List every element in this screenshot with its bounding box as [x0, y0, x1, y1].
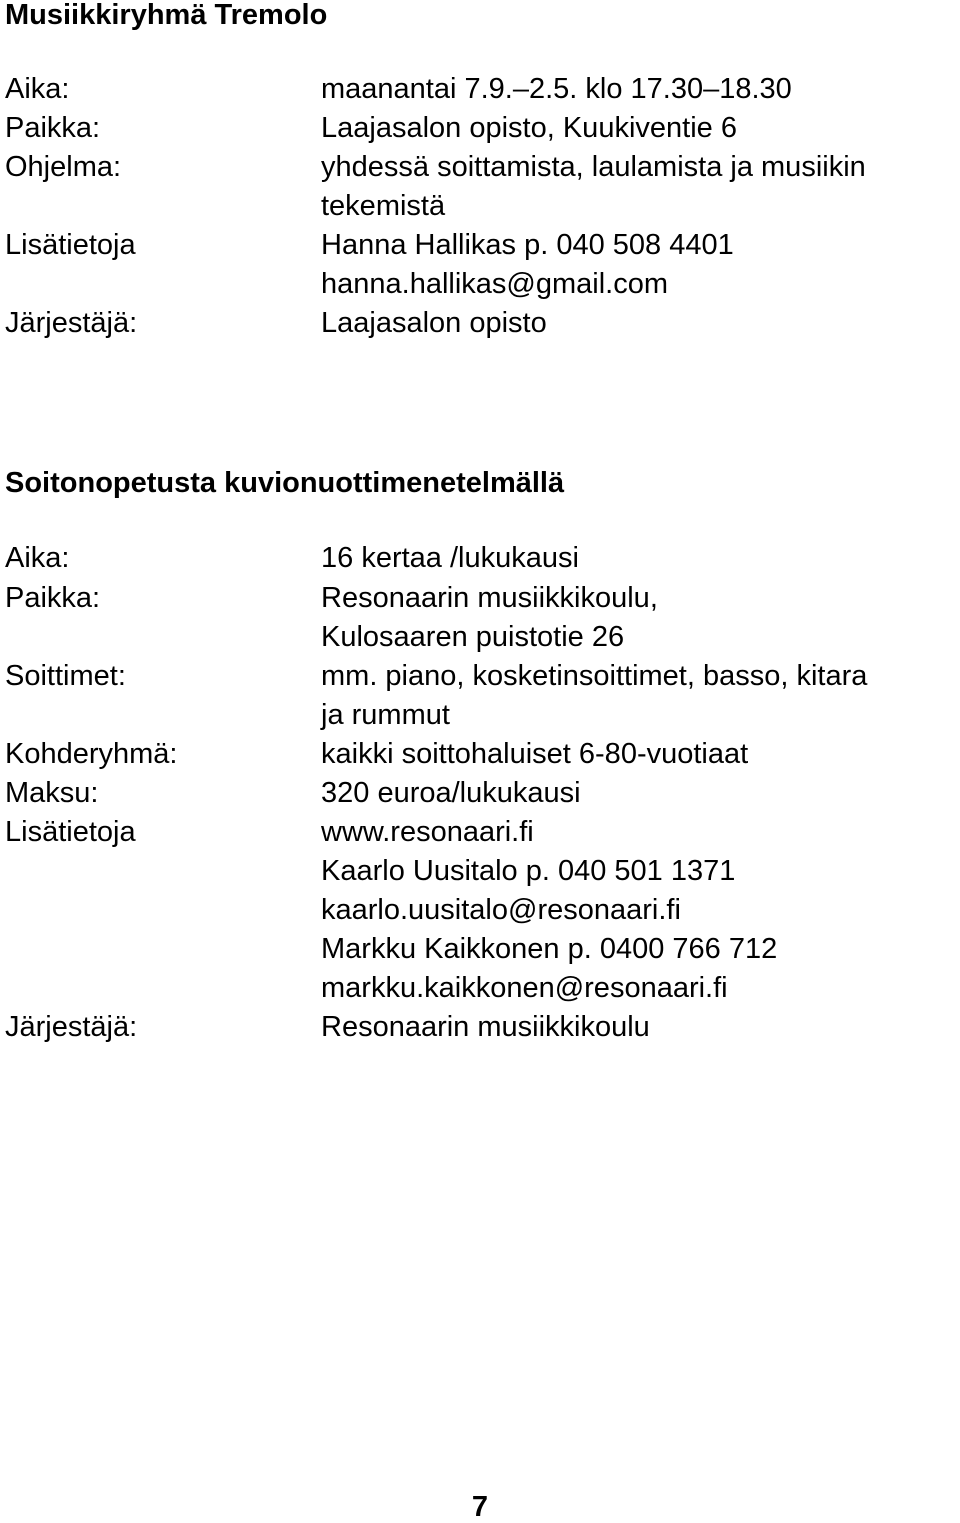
row-label: Lisätietoja — [5, 816, 136, 848]
value-line: Kaarlo Uusitalo p. 040 501 1371 — [321, 855, 736, 887]
value-line: 16 kertaa /lukukausi — [321, 542, 579, 574]
value-line: Resonaarin musiikkikoulu — [321, 1011, 650, 1043]
row-label: Järjestäjä: — [5, 1011, 138, 1043]
row-label: Soittimet: — [5, 660, 126, 692]
row-label: Järjestäjä: — [5, 307, 138, 339]
row-value — [321, 813, 960, 1008]
value-line: mm. piano, kosketinsoittimet, basso, kitara — [321, 660, 868, 692]
value-line: kaikki soittohaluiset 6-80-vuotiaat — [321, 738, 749, 770]
row-label: Paikka: — [5, 582, 101, 614]
row-value — [321, 70, 960, 109]
row-value — [321, 657, 960, 735]
value-line: Hanna Hallikas p. 040 508 4401 — [321, 229, 734, 261]
row-label: Maksu: — [5, 777, 99, 809]
row-value — [321, 579, 960, 657]
row-label: Kohderyhmä: — [5, 738, 178, 770]
row-value — [321, 1008, 960, 1047]
section-title-tremolo: Musiikkiryhmä Tremolo — [5, 0, 328, 31]
value-line: ja rummut — [321, 699, 450, 731]
row-value — [321, 148, 960, 226]
row-value — [321, 109, 960, 148]
row-label: Aika: — [5, 73, 70, 105]
row-value — [321, 774, 960, 813]
value-line: Resonaarin musiikkikoulu, — [321, 582, 658, 614]
email-text: kaarlo.uusitalo@resonaari.fi — [321, 894, 681, 926]
row-label: Ohjelma: — [5, 151, 122, 183]
value-line: 320 euroa/lukukausi — [321, 777, 581, 809]
row-label: Paikka: — [5, 112, 101, 144]
row-value — [321, 539, 960, 578]
row-label: Aika: — [5, 542, 70, 574]
value-line: Laajasalon opisto — [321, 307, 547, 339]
email-text: hanna.hallikas@gmail.com — [321, 268, 668, 300]
row-value — [321, 735, 960, 774]
section-title-soitonopetus: Soitonopetusta kuvionuottimenetelmällä — [5, 467, 565, 499]
page-number: 7 — [471, 1491, 489, 1523]
value-line: Kulosaaren puistotie 26 — [321, 621, 625, 653]
value-line: yhdessä soittamista, laulamista ja musiikin — [321, 151, 866, 183]
value-line: maanantai 7.9.–2.5. klo 17.30–18.30 — [321, 73, 792, 105]
email-text: markku.kaikkonen@resonaari.fi — [321, 972, 728, 1004]
row-value — [321, 304, 960, 343]
website-text: www.resonaari.fi — [321, 816, 534, 848]
row-value — [321, 226, 960, 304]
value-line: tekemistä — [321, 190, 446, 222]
row-label: Lisätietoja — [5, 229, 136, 261]
value-line: Markku Kaikkonen p. 0400 766 712 — [321, 933, 778, 965]
value-line: Laajasalon opisto, Kuukiventie 6 — [321, 112, 737, 144]
